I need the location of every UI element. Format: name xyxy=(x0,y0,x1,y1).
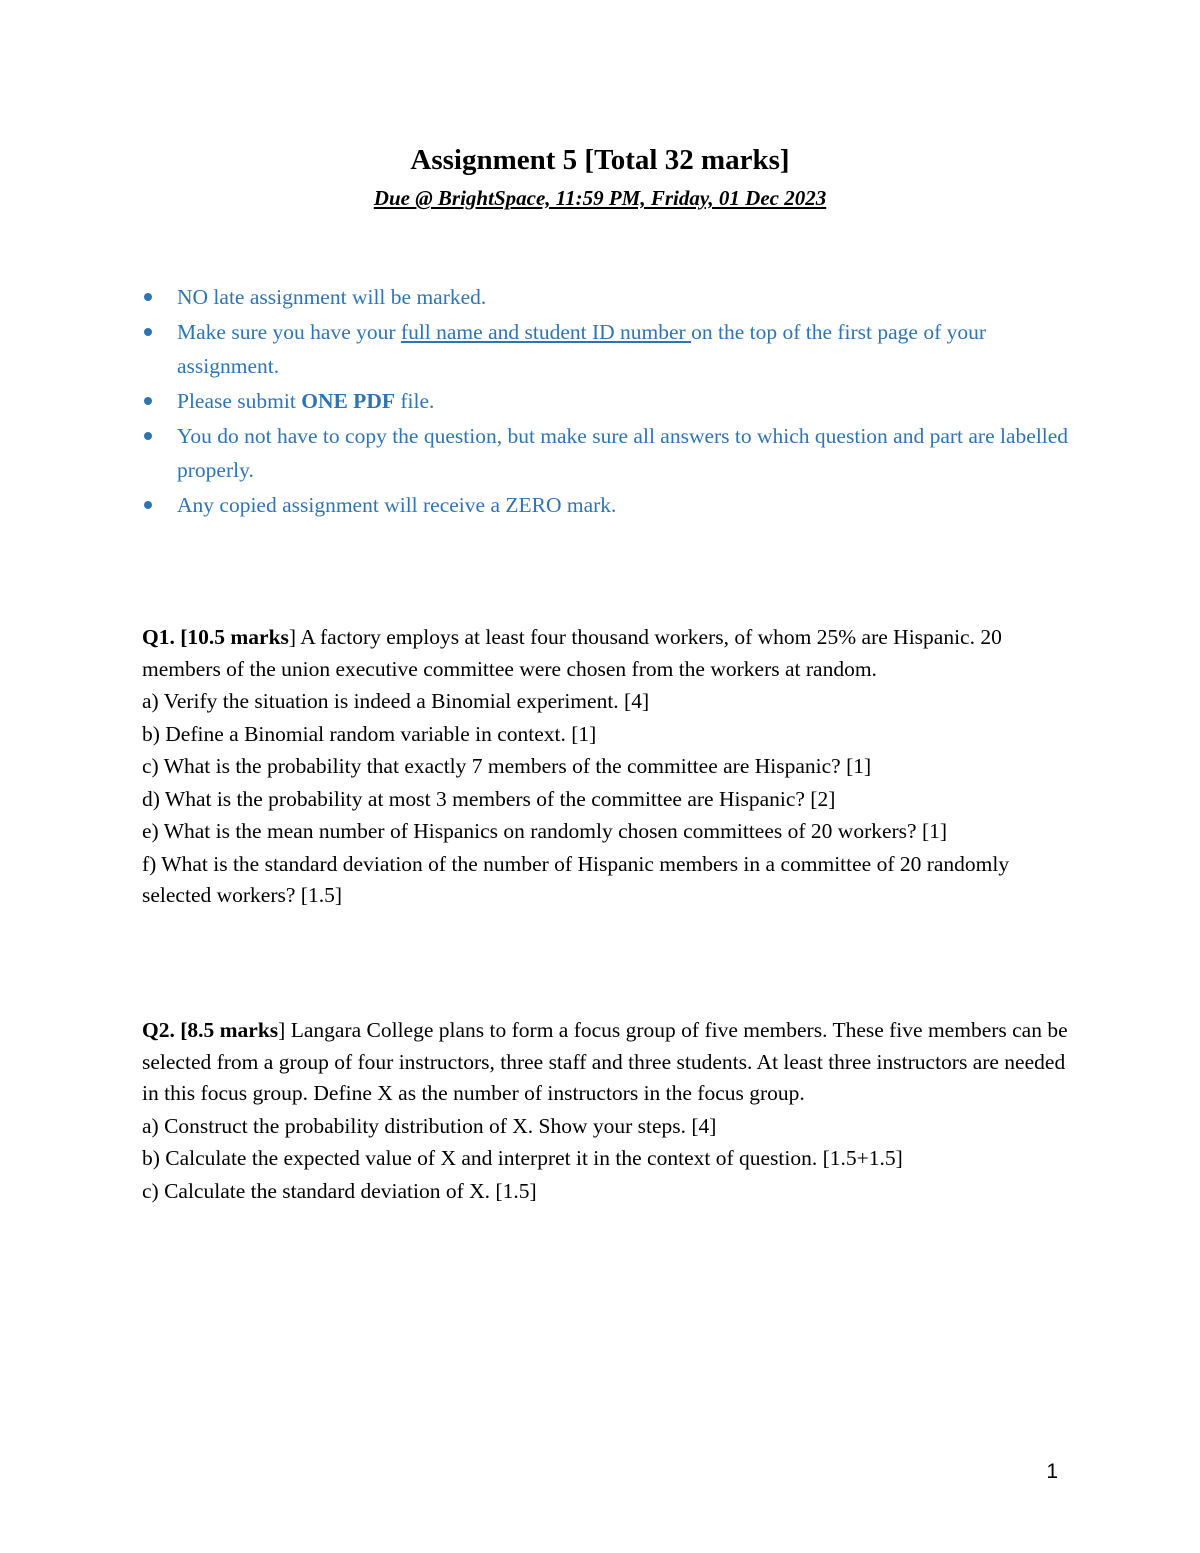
instruction-item xyxy=(142,315,1072,383)
question-label: Q2. [8.5 marks xyxy=(142,1018,279,1042)
due-date: Due @ BrightSpace, 11:59 PM, Friday, 01 Dec 2023 xyxy=(373,186,827,210)
bullet-icon xyxy=(144,397,152,405)
instruction-item xyxy=(142,488,1072,522)
question-part: d) What is the probability at most 3 members of the committee are Hispanic? [2] xyxy=(142,786,836,811)
instruction-underlined-text: full name and student ID number xyxy=(400,320,692,344)
question-part: a) Construct the probability distribution of X. Show your steps. [4] xyxy=(142,1113,717,1138)
question-part: b) Calculate the expected value of X and interpret it in the context of question. [1.5+1.5] xyxy=(142,1146,903,1170)
question-stem-text: A factory employs at least four thousand workers, of whom 25% are Hispanic. 20 members of the union executive committee were chosen from the workers at random. xyxy=(142,625,1002,681)
question-label: Q1. [10.5 marks xyxy=(142,625,289,649)
question-part: c) Calculate the standard deviation of X. [1.5] xyxy=(142,1178,537,1203)
instructions-list xyxy=(142,280,1072,522)
question-stem xyxy=(142,1015,1072,1110)
instruction-item xyxy=(142,384,1072,418)
bullet-icon xyxy=(144,432,152,440)
instruction-bold-text: ONE PDF xyxy=(301,389,395,413)
bullet-icon xyxy=(144,293,152,301)
question-1 xyxy=(142,622,1072,912)
question-part: f) What is the standard deviation of the number of Hispanic members in a committee of 20 randomly selected workers? [1.5] xyxy=(142,851,1010,907)
instruction-text: Any copied assignment will receive a ZERO mark. xyxy=(177,493,617,517)
question-stem-text: Langara College plans to form a focus group of five members. These five members can be selected from a group of four instructors, three staff and three students. At least three instructors are needed in this focus group. Define X as the number of instructors in the focus group. xyxy=(142,1018,1068,1105)
question-part: a) Verify the situation is indeed a Binomial experiment. [4] xyxy=(142,689,650,713)
question-2 xyxy=(142,1015,1072,1207)
question-stem xyxy=(142,622,1072,685)
question-label-bracket: ] xyxy=(288,625,297,649)
question-part: e) What is the mean number of Hispanics on randomly chosen committees of 20 workers? [1] xyxy=(142,819,948,843)
instruction-text: file. xyxy=(394,389,435,413)
question-part: b) Define a Binomial random variable in context. [1] xyxy=(142,721,597,746)
instruction-text: Make sure you have your xyxy=(177,320,401,344)
question-part: c) What is the probability that exactly 7 members of the committee are Hispanic? [1] xyxy=(142,754,872,778)
bullet-icon xyxy=(144,328,152,336)
assignment-title: Assignment 5 [Total 32 marks] xyxy=(410,144,790,176)
instruction-text: on the top of the first page of your assignment. xyxy=(177,320,987,378)
instruction-text: Please submit xyxy=(177,389,302,413)
bullet-icon xyxy=(144,501,152,509)
page-number: 1 xyxy=(1046,1460,1058,1483)
question-label-bracket: ] xyxy=(278,1018,286,1042)
instruction-text: You do not have to copy the question, but make sure all answers to which question and part are labelled properly. xyxy=(177,424,1069,482)
instruction-text: NO late assignment will be marked. xyxy=(177,285,487,309)
instruction-item xyxy=(142,280,1072,314)
instruction-item xyxy=(142,419,1072,487)
